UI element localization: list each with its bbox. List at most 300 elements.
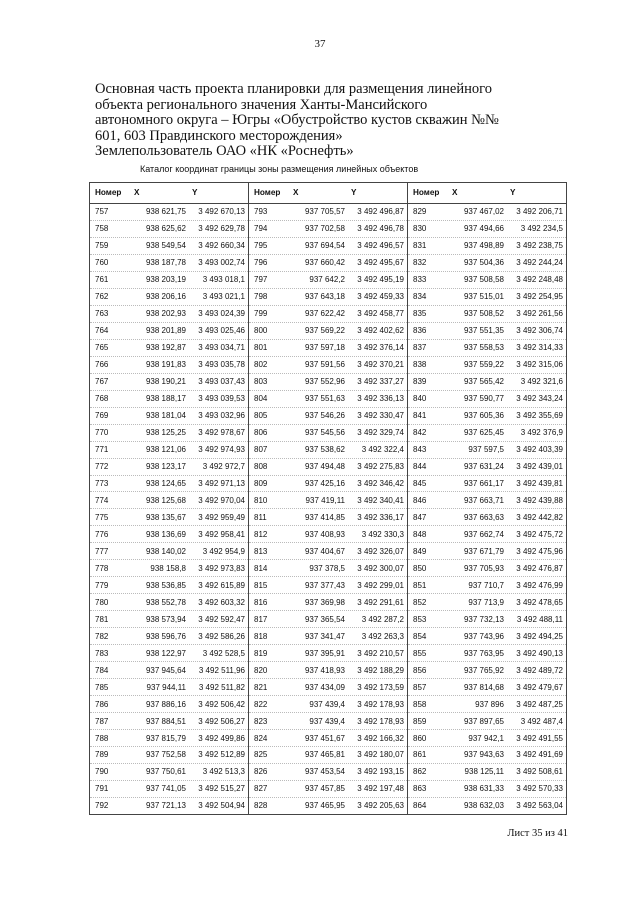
x-coordinate: 938 140,02 (145, 546, 186, 556)
y-coordinate: 3 492 495,19 (357, 275, 404, 285)
header-x: X (134, 188, 140, 197)
table-row (408, 679, 566, 696)
point-number: 814 (254, 563, 268, 573)
x-coordinate: 937 439,4 (309, 699, 345, 709)
y-coordinate: 3 492 495,67 (357, 258, 404, 268)
table-row (249, 696, 407, 713)
table-row (90, 560, 248, 577)
x-coordinate: 938 631,33 (463, 784, 504, 794)
table-row (249, 798, 407, 814)
x-coordinate: 937 494,48 (304, 462, 345, 472)
x-coordinate: 937 705,93 (463, 563, 504, 573)
y-coordinate: 3 492 972,7 (202, 462, 245, 472)
table-row (90, 492, 248, 509)
point-number: 785 (95, 682, 109, 692)
header-number: Номер (254, 188, 281, 197)
y-coordinate: 3 493 037,43 (198, 377, 245, 387)
y-coordinate: 3 492 178,93 (357, 716, 404, 726)
x-coordinate: 937 663,71 (463, 495, 504, 505)
table-row (90, 408, 248, 425)
point-number: 843 (413, 445, 427, 455)
point-number: 853 (413, 614, 427, 624)
table-row (249, 221, 407, 238)
y-coordinate: 3 492 603,32 (198, 597, 245, 607)
y-coordinate: 3 493 021,1 (202, 292, 245, 302)
y-coordinate: 3 492 248,48 (516, 275, 563, 285)
y-coordinate: 3 492 322,4 (361, 445, 404, 455)
y-coordinate: 3 492 458,77 (357, 309, 404, 319)
x-coordinate: 937 622,42 (304, 309, 345, 319)
y-coordinate: 3 492 487,25 (516, 699, 563, 709)
table-row (249, 391, 407, 408)
point-number: 758 (95, 224, 109, 234)
x-coordinate: 937 590,77 (463, 394, 504, 404)
point-number: 778 (95, 563, 109, 573)
table-row (408, 628, 566, 645)
y-coordinate: 3 492 178,93 (357, 699, 404, 709)
point-number: 766 (95, 360, 109, 370)
y-coordinate: 3 492 494,25 (516, 631, 563, 641)
x-coordinate: 938 192,87 (145, 343, 186, 353)
table-row (249, 289, 407, 306)
point-number: 818 (254, 631, 268, 641)
x-coordinate: 938 158,8 (150, 563, 186, 573)
table-row (408, 730, 566, 747)
point-number: 760 (95, 258, 109, 268)
x-coordinate: 937 896 (475, 699, 504, 709)
point-number: 757 (95, 207, 109, 217)
header-x: X (293, 188, 299, 197)
point-number: 860 (413, 733, 427, 743)
x-coordinate: 937 414,85 (304, 512, 345, 522)
table-column-group (408, 183, 566, 814)
table-row (249, 442, 407, 459)
table-row (249, 323, 407, 340)
point-number: 781 (95, 614, 109, 624)
y-coordinate: 3 492 511,96 (198, 665, 245, 675)
x-coordinate: 937 750,61 (145, 767, 186, 777)
point-number: 834 (413, 292, 427, 302)
x-coordinate: 938 135,67 (145, 512, 186, 522)
y-coordinate: 3 492 205,63 (357, 801, 404, 811)
x-coordinate: 937 545,56 (304, 428, 345, 438)
y-coordinate: 3 492 496,87 (357, 207, 404, 217)
point-number: 775 (95, 512, 109, 522)
table-row (408, 526, 566, 543)
table-row (90, 459, 248, 476)
table-row (90, 340, 248, 357)
table-row (90, 306, 248, 323)
table-row (249, 679, 407, 696)
x-coordinate: 937 815,79 (145, 733, 186, 743)
y-coordinate: 3 492 978,67 (198, 428, 245, 438)
y-coordinate: 3 492 263,3 (361, 631, 404, 641)
x-coordinate: 937 597,18 (304, 343, 345, 353)
point-number: 787 (95, 716, 109, 726)
y-coordinate: 3 492 355,69 (516, 411, 563, 421)
y-coordinate: 3 492 476,87 (516, 563, 563, 573)
point-number: 797 (254, 275, 268, 285)
point-number: 800 (254, 326, 268, 336)
title-line: Основная часть проекта планировки для размещения линейного (95, 81, 492, 97)
x-coordinate: 937 508,58 (463, 275, 504, 285)
table-row (90, 747, 248, 764)
x-coordinate: 937 660,42 (304, 258, 345, 268)
point-number: 765 (95, 343, 109, 353)
title-line: 601, 603 Правдинского месторождения» (95, 127, 343, 144)
y-coordinate: 3 492 475,72 (516, 529, 563, 539)
point-number: 773 (95, 478, 109, 488)
x-coordinate: 938 123,17 (145, 462, 186, 472)
y-coordinate: 3 492 629,78 (198, 224, 245, 234)
x-coordinate: 938 125,25 (145, 428, 186, 438)
table-row (90, 238, 248, 255)
x-coordinate: 937 765,92 (463, 665, 504, 675)
table-row (408, 476, 566, 493)
x-coordinate: 937 743,96 (463, 631, 504, 641)
x-coordinate: 937 418,93 (304, 665, 345, 675)
point-number: 783 (95, 648, 109, 658)
y-coordinate: 3 492 459,33 (357, 292, 404, 302)
y-coordinate: 3 492 508,61 (516, 767, 563, 777)
table-row (408, 391, 566, 408)
y-coordinate: 3 492 496,57 (357, 241, 404, 251)
table-row (408, 560, 566, 577)
table-row (249, 713, 407, 730)
table-row (249, 628, 407, 645)
point-number: 840 (413, 394, 427, 404)
point-number: 848 (413, 529, 427, 539)
table-row (249, 255, 407, 272)
table-row (249, 781, 407, 798)
x-coordinate: 938 124,65 (145, 478, 186, 488)
point-number: 807 (254, 445, 268, 455)
x-coordinate: 937 884,51 (145, 716, 186, 726)
y-coordinate: 3 492 506,42 (198, 699, 245, 709)
point-number: 805 (254, 411, 268, 421)
table-row (90, 645, 248, 662)
y-coordinate: 3 493 025,46 (198, 326, 245, 336)
y-coordinate: 3 492 528,5 (202, 648, 245, 658)
point-number: 831 (413, 241, 427, 251)
x-coordinate: 937 944,11 (146, 682, 186, 692)
table-row (249, 594, 407, 611)
point-number: 784 (95, 665, 109, 675)
table-row (249, 526, 407, 543)
point-number: 835 (413, 309, 427, 319)
table-row (408, 255, 566, 272)
x-coordinate: 938 121,06 (145, 445, 186, 455)
point-number: 863 (413, 784, 427, 794)
table-row (408, 442, 566, 459)
x-coordinate: 937 642,2 (309, 275, 345, 285)
point-number: 811 (254, 512, 267, 522)
x-coordinate: 937 419,11 (305, 495, 345, 505)
y-coordinate: 3 492 442,82 (516, 512, 563, 522)
x-coordinate: 938 122,97 (145, 648, 186, 658)
x-coordinate: 938 125,11 (464, 767, 504, 777)
y-coordinate: 3 492 336,13 (357, 394, 404, 404)
table-row (249, 662, 407, 679)
table-row (408, 357, 566, 374)
x-coordinate: 938 201,89 (145, 326, 186, 336)
y-coordinate: 3 492 315,06 (516, 360, 563, 370)
x-coordinate: 938 573,94 (145, 614, 186, 624)
table-row (90, 662, 248, 679)
point-number: 772 (95, 462, 109, 472)
x-coordinate: 937 341,47 (304, 631, 345, 641)
x-coordinate: 937 515,01 (463, 292, 504, 302)
y-coordinate: 3 492 490,13 (516, 648, 563, 658)
y-coordinate: 3 492 314,33 (516, 343, 563, 353)
point-number: 804 (254, 394, 268, 404)
point-number: 851 (413, 580, 427, 590)
x-coordinate: 937 404,67 (304, 546, 345, 556)
x-coordinate: 937 434,09 (304, 682, 345, 692)
y-coordinate: 3 492 670,13 (198, 207, 245, 217)
table-row (249, 577, 407, 594)
x-coordinate: 937 741,05 (145, 784, 186, 794)
point-number: 777 (95, 546, 109, 556)
y-coordinate: 3 492 971,13 (198, 478, 245, 488)
table-row (408, 204, 566, 221)
point-number: 862 (413, 767, 427, 777)
x-coordinate: 937 467,02 (463, 207, 504, 217)
point-number: 816 (254, 597, 268, 607)
table-row (249, 204, 407, 221)
header-y: Y (192, 188, 198, 197)
point-number: 810 (254, 495, 268, 505)
x-coordinate: 937 425,16 (304, 478, 345, 488)
x-coordinate: 937 671,79 (463, 546, 504, 556)
y-coordinate: 3 492 592,47 (198, 614, 245, 624)
point-number: 794 (254, 224, 268, 234)
point-number: 829 (413, 207, 427, 217)
y-coordinate: 3 492 512,89 (198, 750, 245, 760)
y-coordinate: 3 492 403,39 (516, 445, 563, 455)
table-row (249, 611, 407, 628)
x-coordinate: 937 377,43 (304, 580, 345, 590)
table-row (408, 492, 566, 509)
table-row (408, 781, 566, 798)
point-number: 820 (254, 665, 268, 675)
point-number: 796 (254, 258, 268, 268)
y-coordinate: 3 492 329,74 (357, 428, 404, 438)
point-number: 845 (413, 478, 427, 488)
y-coordinate: 3 492 402,62 (357, 326, 404, 336)
x-coordinate: 937 369,98 (304, 597, 345, 607)
point-number: 838 (413, 360, 427, 370)
x-coordinate: 937 457,85 (304, 784, 345, 794)
table-row (90, 374, 248, 391)
y-coordinate: 3 492 570,33 (516, 784, 563, 794)
x-coordinate: 937 663,63 (463, 512, 504, 522)
page-number: 37 (314, 38, 326, 50)
y-coordinate: 3 492 254,95 (516, 292, 563, 302)
x-coordinate: 937 625,45 (463, 428, 504, 438)
table-row (249, 509, 407, 526)
y-coordinate: 3 492 476,99 (516, 580, 563, 590)
y-coordinate: 3 492 299,01 (357, 580, 404, 590)
table-row (90, 764, 248, 781)
point-number: 852 (413, 597, 427, 607)
table-row (408, 306, 566, 323)
y-coordinate: 3 493 034,71 (198, 343, 245, 353)
table-row (90, 713, 248, 730)
x-coordinate: 937 395,91 (304, 648, 345, 658)
x-coordinate: 937 886,16 (145, 699, 186, 709)
y-coordinate: 3 492 340,41 (357, 495, 404, 505)
y-coordinate: 3 492 515,27 (198, 784, 245, 794)
table-row (249, 408, 407, 425)
point-number: 846 (413, 495, 427, 505)
point-number: 841 (413, 411, 427, 421)
y-coordinate: 3 492 506,27 (198, 716, 245, 726)
x-coordinate: 938 125,68 (145, 495, 186, 505)
x-coordinate: 938 596,76 (145, 631, 186, 641)
x-coordinate: 938 191,83 (145, 360, 186, 370)
x-coordinate: 938 202,93 (145, 309, 186, 319)
table-row (408, 408, 566, 425)
point-number: 767 (95, 377, 109, 387)
table-row (90, 798, 248, 814)
table-row (90, 204, 248, 221)
y-coordinate: 3 493 032,96 (198, 411, 245, 421)
x-coordinate: 937 504,36 (463, 258, 504, 268)
y-coordinate: 3 492 475,96 (516, 546, 563, 556)
table-row (249, 357, 407, 374)
point-number: 864 (413, 801, 427, 811)
table-row (90, 781, 248, 798)
y-coordinate: 3 492 491,55 (516, 733, 563, 743)
document-title (95, 82, 555, 160)
x-coordinate: 937 465,95 (304, 801, 345, 811)
x-coordinate: 937 465,81 (304, 750, 345, 760)
x-coordinate: 937 710,7 (468, 580, 504, 590)
x-coordinate: 937 552,96 (304, 377, 345, 387)
x-coordinate: 937 551,63 (304, 394, 345, 404)
point-number: 774 (95, 495, 109, 505)
x-coordinate: 938 203,19 (145, 275, 186, 285)
point-number: 763 (95, 309, 109, 319)
y-coordinate: 3 493 039,53 (198, 394, 245, 404)
point-number: 761 (95, 275, 109, 285)
y-coordinate: 3 492 330,3 (361, 529, 404, 539)
point-number: 798 (254, 292, 268, 302)
table-header (249, 183, 407, 204)
table-row (408, 764, 566, 781)
y-coordinate: 3 492 238,75 (516, 241, 563, 251)
point-number: 819 (254, 648, 268, 658)
table-caption: Каталог координат границы зоны размещения линейных объектов (140, 164, 419, 174)
x-coordinate: 938 632,03 (463, 801, 504, 811)
header-y: Y (510, 188, 516, 197)
table-row (90, 611, 248, 628)
table-row (90, 357, 248, 374)
coordinates-table (89, 182, 567, 815)
point-number: 861 (413, 750, 427, 760)
point-number: 782 (95, 631, 109, 641)
table-row (249, 459, 407, 476)
y-coordinate: 3 492 478,65 (516, 597, 563, 607)
y-coordinate: 3 492 513,3 (202, 767, 245, 777)
point-number: 803 (254, 377, 268, 387)
x-coordinate: 938 187,78 (145, 258, 186, 268)
point-number: 847 (413, 512, 427, 522)
y-coordinate: 3 492 489,72 (516, 665, 563, 675)
x-coordinate: 938 625,62 (145, 224, 186, 234)
table-row (249, 543, 407, 560)
y-coordinate: 3 492 336,17 (357, 512, 404, 522)
table-row (249, 764, 407, 781)
point-number: 770 (95, 428, 109, 438)
y-coordinate: 3 492 166,32 (357, 733, 404, 743)
x-coordinate: 937 494,66 (463, 224, 504, 234)
x-coordinate: 937 538,62 (304, 445, 345, 455)
point-number: 799 (254, 309, 268, 319)
table-row (408, 374, 566, 391)
point-number: 830 (413, 224, 427, 234)
x-coordinate: 937 508,52 (463, 309, 504, 319)
y-coordinate: 3 492 954,9 (202, 546, 245, 556)
x-coordinate: 938 188,17 (145, 394, 186, 404)
point-number: 822 (254, 699, 268, 709)
table-row (408, 272, 566, 289)
x-coordinate: 937 408,93 (304, 529, 345, 539)
table-row (249, 645, 407, 662)
point-number: 792 (95, 801, 109, 811)
table-row (408, 221, 566, 238)
table-row (90, 696, 248, 713)
header-x: X (452, 188, 458, 197)
point-number: 802 (254, 360, 268, 370)
point-number: 769 (95, 411, 109, 421)
table-row (249, 272, 407, 289)
y-coordinate: 3 492 511,82 (198, 682, 245, 692)
table-row (408, 323, 566, 340)
y-coordinate: 3 492 210,57 (357, 648, 404, 658)
table-row (90, 594, 248, 611)
y-coordinate: 3 492 563,04 (516, 801, 563, 811)
y-coordinate: 3 492 306,74 (516, 326, 563, 336)
point-number: 809 (254, 478, 268, 488)
table-row (408, 509, 566, 526)
y-coordinate: 3 492 261,56 (516, 309, 563, 319)
table-row (408, 594, 566, 611)
point-number: 836 (413, 326, 427, 336)
point-number: 806 (254, 428, 268, 438)
point-number: 815 (254, 580, 268, 590)
point-number: 786 (95, 699, 109, 709)
x-coordinate: 937 453,54 (304, 767, 345, 777)
table-row (90, 442, 248, 459)
x-coordinate: 937 569,22 (304, 326, 345, 336)
table-row (408, 340, 566, 357)
table-column-group (90, 183, 249, 814)
y-coordinate: 3 492 346,42 (357, 478, 404, 488)
point-number: 832 (413, 258, 427, 268)
table-row (408, 713, 566, 730)
table-row (249, 747, 407, 764)
y-coordinate: 3 492 496,78 (357, 224, 404, 234)
x-coordinate: 937 752,58 (145, 750, 186, 760)
point-number: 833 (413, 275, 427, 285)
x-coordinate: 938 181,04 (145, 411, 186, 421)
x-coordinate: 937 439,4 (309, 716, 345, 726)
y-coordinate: 3 493 002,74 (198, 258, 245, 268)
point-number: 793 (254, 207, 268, 217)
y-coordinate: 3 492 291,61 (357, 597, 404, 607)
